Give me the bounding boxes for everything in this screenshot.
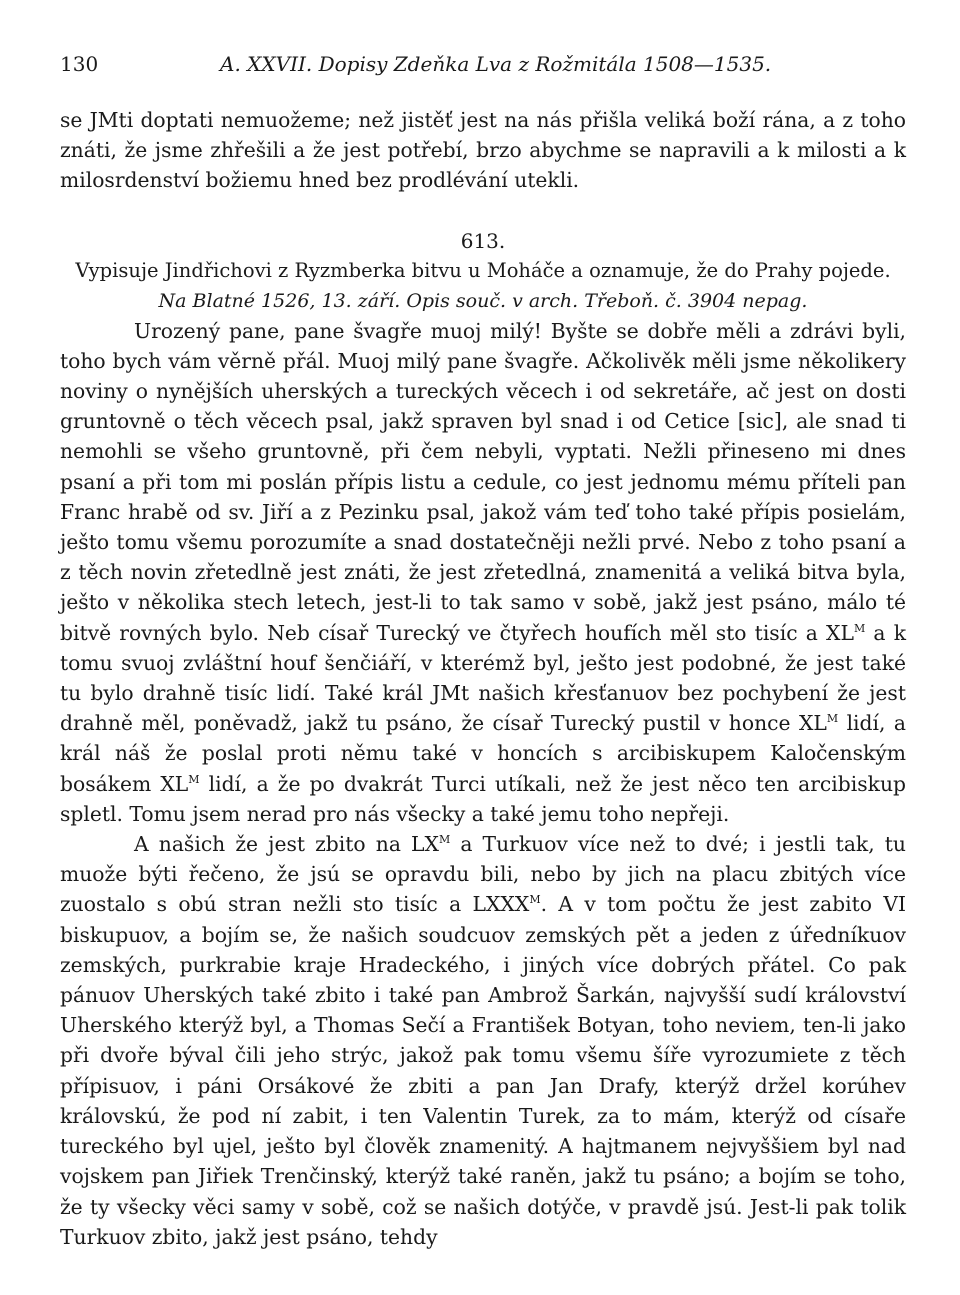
text-run: Urozený pane, pane švagře muoj milý! Byšte se dobře měli a zdrávi byli, toho bych vám věrně přál. Muoj milý pane švagře. Ačkolivěk měli jsme několikery noviny o nynějších uherských a tureckých věcech i od sekretáře, ač jest on dosti gruntovně o těch věcech psal, jakž spraven byl snad i od Cetice [sic], ale snad ti nemohli se všeho gruntovně, při čem nebyli, vyptati. Nežli přineseno mi dnes psaní a při tom mi poslán přípis listu a cedule, co jest jednomu mému příteli pan Franc hrabě od sv. Jiří a z Pezinku psal, jakož vám teď toho také přípis posielám, ješto tomu všemu porozumíte a snad dostatečněji nežli prvé. Nebo z toho psaní a z těch novin zřetedlně jest znáti, že jest zřetedlná, znamenitá a veliká bitva byla, ješto v několika stech letech, jest-li to tak samo v sobě, jakž jest psáno, málo té bitvě rovných bylo. Neb císař Turecký ve čtyřech houfích měl sto tisíc a XL — [60, 318, 906, 645]
running-title: A. XXVII. Dopisy Zdeňka Lva z Rožmitála 1508—1535. — [220, 52, 772, 76]
superscript: M — [438, 833, 451, 847]
page-number: 130 — [60, 52, 99, 76]
text-run: lidí, a že po dvakrát Turci utíkali, než že jest něco ten arcibiskup spletl. Tomu jsem nerad pro nás všecky a také jemu toho nepřeji. — [60, 771, 906, 826]
letter-paragraph-1 — [60, 316, 906, 829]
superscript: M — [853, 621, 866, 635]
letter-paragraph-2 — [60, 829, 906, 1252]
page-header — [60, 52, 906, 90]
document-source: Na Blatné 1526, 13. září. Opis souč. v arch. Třeboň. č. 3904 nepag. — [158, 289, 808, 312]
text-run: a k tomu svuoj zvláštní houf šenčiáří, v kterémž byl, ješto jest podobné, že jest také tu bylo drahně tisíc lidí. Také král JMt našich křesťanuov bez pochybení že jest drahně měl, poněvadž, jakž tu psáno, že císař Turecký pustil v honce XL — [60, 620, 906, 736]
superscript: M — [188, 772, 200, 786]
superscript: M — [826, 712, 839, 726]
document-summary: Vypisuje Jindřichovi z Ryzmberka bitvu u Moháče a oznamuje, že do Prahy pojede. — [75, 258, 891, 282]
text-run: lidí, a král náš že poslal proti němu také v honcích s arcibiskupem Kaločenským bosákem XL — [60, 711, 906, 796]
text-run: A našich že jest zbito na LX — [134, 832, 439, 857]
superscript: M — [529, 893, 541, 907]
document-number: 613. — [460, 228, 506, 253]
text-run: . A v tom počtu že jest zabito VI biskupuov, a bojím se, že našich soudcuov zemských pět a jeden z úředníkuov zemských, purkrabie kraje Hradeckého, i jiných více dobrých přátel. Co pak pánuov Uherských také zbito i také pan Ambrož Šarkán, najvyšší sudí království Uherského kterýž byl, a Thomas Sečí a František Botyan, toho neviem, ten-li jako při dvoře býval čili jeho strýc, jakož pak tomu všemu šíře vyrozumiete z těch přípisuov, i páni Orsákové že zbiti a pan Jan Drafy, kterýž držel korúhev královskú, že pod ní zabit, i ten Valentin Turek, za to mám, kterýž od císaře tureckého byl ujel, ješto byl člověk znamenitý. A hajtmanem nejvyššiem byl nad vojskem pan Jiřiek Trenčinský, kterýž také raněn, jakž tu psáno; a bojím se toho, že ty všecky věci samy v sobě, což se našich dotýče, v pravdě jsú. Jest-li pak tolik Turkuov zbito, jakž jest psáno, tehdy — [60, 892, 906, 1249]
text-run: a Turkuov více než to dvé; i jestli tak, tu muože býti řečeno, že jsú se opravdu bili, nebo by jich na placu zbitých více zuostalo s obú stran nežli sto tisíc a LXXX — [60, 832, 906, 917]
intro-paragraph: se JMti doptati nemuožeme; než jistěť jest na nás přišla veliká boží rána, a z toho znáti, že jsme zhřešili a že jest potřebí, brzo abychme se napravili a k milosti a k milosrdenství božiemu hned bez prodlévání utekli. — [60, 108, 906, 193]
